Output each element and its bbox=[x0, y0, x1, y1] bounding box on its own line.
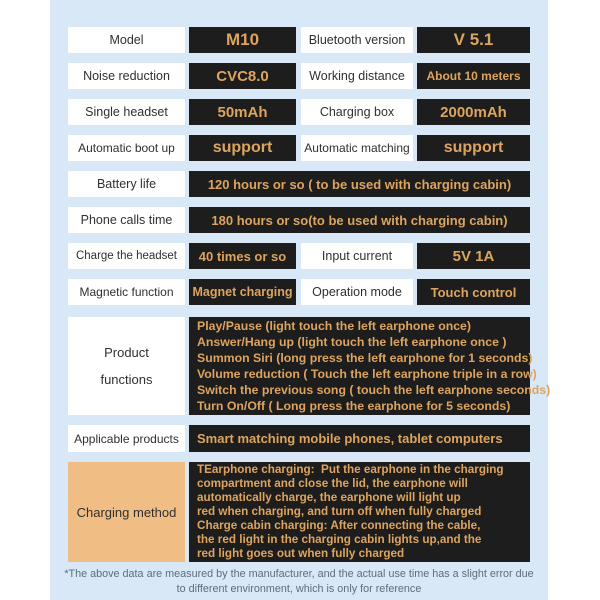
label-automatic-matching bbox=[301, 135, 413, 161]
value-charge-the-headset bbox=[189, 243, 296, 269]
charging-method-line-2: compartment and close the lid, the earphone will bbox=[197, 477, 468, 490]
value-magnetic-function bbox=[189, 279, 296, 305]
product-function-line-4: Volume reduction ( Touch the left earphone triple in a row) bbox=[197, 367, 537, 381]
label-charging-method-text: Charging method bbox=[76, 504, 177, 520]
label-applicable-products bbox=[68, 425, 185, 452]
label-operation-mode-text: Operation mode bbox=[312, 285, 402, 299]
value-input-current-text: 5V 1A bbox=[452, 247, 495, 265]
value-charging-box-text: 2000mAh bbox=[440, 103, 507, 121]
label-automatic-matching-text: Automatic matching bbox=[304, 141, 410, 155]
label-operation-mode bbox=[301, 279, 413, 305]
value-operation-mode-text: Touch control bbox=[430, 284, 517, 300]
label-bluetooth-version bbox=[301, 27, 413, 53]
charging-method-line-6: the red light in the charging cabin lights up,and the bbox=[197, 533, 482, 546]
label-automatic-boot-up bbox=[68, 135, 185, 161]
value-working-distance-text: About 10 meters bbox=[426, 69, 521, 83]
label-magnetic-function bbox=[68, 279, 185, 305]
label-single-headset-text: Single headset bbox=[85, 105, 168, 119]
charging-method-line-1: TEarphone charging: Put the earphone in the charging bbox=[197, 463, 504, 476]
value-operation-mode bbox=[417, 279, 530, 305]
value-input-current bbox=[417, 243, 530, 269]
label-automatic-boot-up-text: Automatic boot up bbox=[78, 141, 175, 155]
value-model-text: M10 bbox=[225, 30, 260, 49]
product-function-line-6: Turn On/Off ( Long press the earphone for 5 seconds) bbox=[197, 399, 511, 413]
label-charging-box bbox=[301, 99, 413, 125]
value-bluetooth-version bbox=[417, 27, 530, 53]
product-function-line-2: Answer/Hang up (light touch the left earphone once ) bbox=[197, 335, 507, 349]
label-input-current bbox=[301, 243, 413, 269]
value-charge-the-headset-text: 40 times or so bbox=[198, 248, 287, 264]
label-working-distance-text: Working distance bbox=[309, 69, 405, 83]
value-applicable-products-text: Smart matching mobile phones, tablet computers bbox=[197, 431, 503, 446]
label-battery-life-text: Battery life bbox=[96, 177, 157, 191]
charging-method-line-4: red when charging, and turn off when fully charged bbox=[197, 505, 482, 518]
value-charging-method bbox=[189, 462, 530, 562]
label-working-distance bbox=[301, 63, 413, 89]
label-noise-reduction-text: Noise reduction bbox=[83, 69, 170, 83]
footer-disclaimer bbox=[50, 567, 548, 597]
label-charge-the-headset bbox=[68, 243, 185, 269]
footer-disclaimer-line-1: *The above data are measured by the manufacturer, and the actual use time has a slight error due bbox=[64, 568, 534, 580]
product-function-line-1: Play/Pause (light touch the left earphone once) bbox=[197, 319, 471, 333]
value-charging-box bbox=[417, 99, 530, 125]
value-noise-reduction bbox=[189, 63, 296, 89]
label-battery-life bbox=[68, 171, 185, 197]
label-product-functions bbox=[68, 317, 185, 415]
value-product-functions bbox=[189, 317, 551, 415]
value-battery-life-text: 120 hours or so ( to be used with charging cabin) bbox=[207, 176, 512, 192]
label-model bbox=[68, 27, 185, 53]
label-phone-calls-time bbox=[68, 207, 185, 233]
label-charging-box-text: Charging box bbox=[319, 105, 395, 119]
product-function-line-3: Summon Siri (long press the left earphone for 1 seconds) bbox=[197, 351, 533, 365]
value-automatic-matching-text: support bbox=[443, 139, 504, 156]
label-magnetic-function-text: Magnetic function bbox=[79, 285, 174, 299]
label-model-text: Model bbox=[109, 33, 144, 47]
label-phone-calls-time-text: Phone calls time bbox=[80, 213, 173, 227]
value-automatic-boot-up-text: support bbox=[212, 139, 273, 156]
label-noise-reduction bbox=[68, 63, 185, 89]
label-charging-method bbox=[68, 462, 185, 562]
label-charge-the-headset-text: Charge the headset bbox=[75, 250, 178, 262]
charging-method-line-3: automatically charge, the earphone will light up bbox=[197, 491, 461, 504]
label-single-headset bbox=[68, 99, 185, 125]
value-magnetic-function-text: Magnet charging bbox=[192, 285, 293, 299]
value-automatic-matching bbox=[417, 135, 530, 161]
value-single-headset bbox=[189, 99, 296, 125]
value-noise-reduction-text: CVC8.0 bbox=[216, 67, 269, 85]
value-model bbox=[189, 27, 296, 53]
product-function-line-5: Switch the previous song ( touch the left earphone seconds) bbox=[197, 383, 551, 397]
label-product-functions-text: Product functions bbox=[100, 345, 153, 387]
value-applicable-products bbox=[189, 425, 530, 452]
value-phone-calls-time-text: 180 hours or so(to be used with charging cabin) bbox=[211, 212, 508, 228]
label-applicable-products-text: Applicable products bbox=[74, 431, 179, 446]
charging-method-line-5: Charge cabin charging: After connecting the cable, bbox=[197, 519, 481, 532]
value-single-headset-text: 50mAh bbox=[217, 103, 268, 121]
charging-method-line-7: red light goes out when fully charged bbox=[197, 547, 405, 560]
value-automatic-boot-up bbox=[189, 135, 296, 161]
label-input-current-text: Input current bbox=[321, 249, 393, 263]
value-phone-calls-time bbox=[189, 207, 530, 233]
footer-disclaimer-line-2: to different environment, which is only for reference bbox=[176, 583, 422, 595]
value-working-distance bbox=[417, 63, 530, 89]
label-bluetooth-version-text: Bluetooth version bbox=[308, 33, 406, 47]
value-battery-life bbox=[189, 171, 530, 197]
value-bluetooth-version-text: V 5.1 bbox=[453, 30, 494, 49]
